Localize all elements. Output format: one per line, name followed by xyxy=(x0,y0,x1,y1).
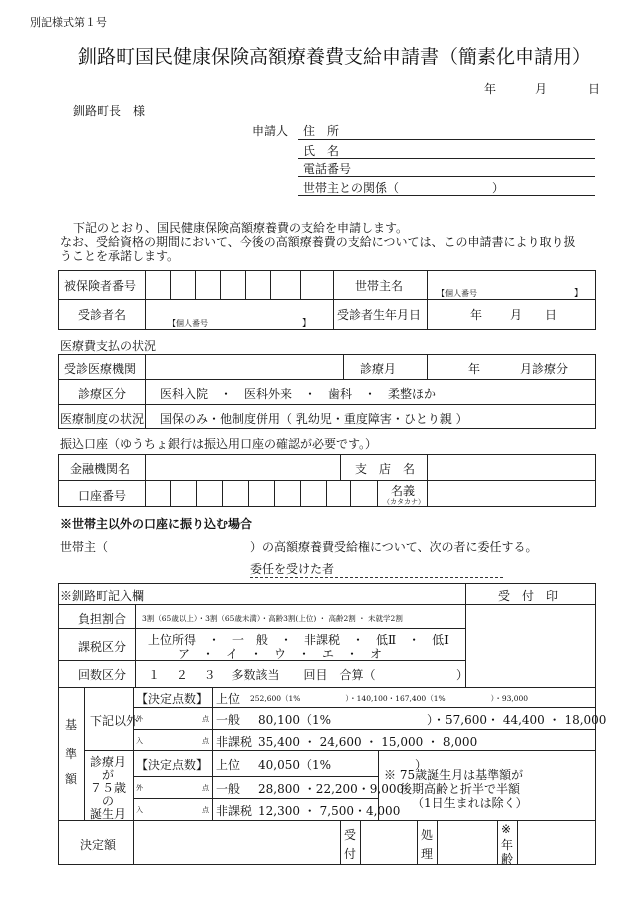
upper-label: 上位 xyxy=(216,692,241,706)
upper-label-75: 上位 xyxy=(216,758,241,772)
patient-name-label: 受診者名 xyxy=(78,308,127,322)
month-suffix: 月診療分 xyxy=(520,362,569,376)
note-line-1: ※ 75歳誕生月は基準額が xyxy=(384,768,524,782)
head-mynumber-open: 【個人番号 xyxy=(437,289,477,298)
points-mark-75: 点 xyxy=(202,784,209,792)
applicant-relation-label: 世帯主との関係（ xyxy=(303,181,400,195)
inpatient-mark-75: 入 xyxy=(136,806,143,814)
points-mark-2: 点 xyxy=(202,737,209,745)
tax-options-line2: ア ・ イ ・ ウ ・ エ ・ オ xyxy=(178,647,383,661)
statement-line-2: なお、受給資格の期間において、今後の高額療養費の支給については、この申請書により取り扱 xyxy=(60,235,576,249)
bank-section-title: 振込口座（ゆうちょ銀行は振込用口座の確認が必要です。） xyxy=(60,437,378,451)
count-label: 回数区分 xyxy=(78,668,127,682)
general-value-75: 28,800 ・22,200・9,000 xyxy=(258,782,405,796)
process-col-1: 処 xyxy=(421,828,434,842)
outpatient-mark: 外 xyxy=(136,715,143,723)
delegation-head-prefix: 世帯主（ xyxy=(60,540,109,554)
birth-month-label-5: 誕生月 xyxy=(90,807,127,821)
note-line-2: 後期高齢と折半で半額 xyxy=(400,782,521,796)
patient-mynumber-close: 】 xyxy=(302,319,312,329)
standard-label-3: 額 xyxy=(65,772,78,786)
form-number: 別記様式第１号 xyxy=(30,16,107,29)
date-year: 年 xyxy=(484,82,497,96)
statement-line-3: うことを承諾します。 xyxy=(60,249,180,263)
burden-options: 3割（65歳以上）・3割（65歳未満）・高齢3割(上位) ・ 高齢2割 ・ 未就学2割 xyxy=(142,614,403,623)
receipt-stamp-label: 受 付 印 xyxy=(498,589,559,603)
burden-label: 負担割合 xyxy=(78,612,127,626)
category-label: 診療区分 xyxy=(78,387,127,401)
count-close: ） xyxy=(456,668,469,682)
patient-mynumber-open: 【個人番号 xyxy=(168,319,208,328)
other-label: 下記以外 xyxy=(90,714,139,728)
age-col-3: 齢 xyxy=(501,852,514,866)
system-label: 医療制度の状況 xyxy=(60,412,145,426)
receipt-col-1: 受 xyxy=(344,828,357,842)
birth-month: 月 xyxy=(510,308,523,322)
bank-name-label: 金融機関名 xyxy=(70,462,131,476)
count-options: １ ２ ３ 多数該当 回目 合算（ xyxy=(148,668,376,682)
age-col-1: ※ xyxy=(501,822,512,836)
upper-value: 252,600（1% ）・140,100・167,400（1% ）・93,000 xyxy=(250,694,529,703)
upper-value-75: 40,050（1% ） xyxy=(258,758,428,772)
month-year: 年 xyxy=(468,362,481,376)
outpatient-mark-75: 外 xyxy=(136,784,143,792)
nontax-value: 35,400 ・ 24,600 ・ 15,000 ・ 8,000 xyxy=(258,735,478,749)
statement-line-1: 下記のとおり、国民健康保険高額療養費の支給を申請します。 xyxy=(73,221,409,235)
general-label: 一般 xyxy=(216,713,241,727)
birth-month-label-2: が xyxy=(102,768,115,782)
applicant-name-label: 氏 名 xyxy=(303,144,340,158)
receipt-col-2: 付 xyxy=(344,847,357,861)
applicant-label: 申請人 xyxy=(252,124,289,138)
page-title: 釧路町国民健康保険高額療養費支給申請書（簡素化申請用） xyxy=(78,46,592,68)
tax-label: 課税区分 xyxy=(78,640,127,654)
applicant-address-label: 住 所 xyxy=(303,124,340,138)
birth-month-label-1: 診療月 xyxy=(90,755,127,769)
medical-section-title: 医療費支払の状況 xyxy=(60,339,157,353)
date-month: 月 xyxy=(535,82,548,96)
tax-options-line1: 上位所得 ・ 一 般 ・ 非課税 ・ 低Ⅱ ・ 低Ⅰ xyxy=(148,633,449,647)
note-line-3: （1日生まれは除く） xyxy=(412,796,528,810)
applicant-phone-label: 電話番号 xyxy=(303,162,352,176)
decided-amount-label: 決定額 xyxy=(80,838,117,852)
points-mark-75-2: 点 xyxy=(202,806,209,814)
system-options: 国保のみ・他制度併用（ 乳幼児・重度障害・ひとり親 ） xyxy=(160,412,468,426)
category-options: 医科入院 ・ 医科外来 ・ 歯科 ・ 柔整ほか xyxy=(160,387,437,401)
decided-points-label-75: 【決定点数】 xyxy=(136,758,209,772)
general-label-75: 一般 xyxy=(216,782,241,796)
head-name-label: 世帯主名 xyxy=(355,279,404,293)
inpatient-mark: 入 xyxy=(136,737,143,745)
standard-label-1: 基 xyxy=(65,718,78,732)
delegation-text: ）の高額療養費受給権について、次の者に委任する。 xyxy=(250,540,538,554)
birth-day: 日 xyxy=(545,308,558,322)
general-value: 80,100（1% ）・57,600・ 44,400 ・ 18,000 xyxy=(258,713,607,727)
delegation-heading: ※世帯主以外の口座に振り込む場合 xyxy=(60,517,253,531)
institution-label: 受診医療機関 xyxy=(64,362,137,376)
branch-label: 支 店 名 xyxy=(355,462,416,476)
birth-month-label-4: の xyxy=(102,794,115,808)
month-label: 診療月 xyxy=(360,362,397,376)
nontax-label: 非課税 xyxy=(216,735,253,749)
nontax-value-75: 12,300 ・ 7,500・4,000 xyxy=(258,804,401,818)
account-number-label: 口座番号 xyxy=(78,489,127,503)
birth-year: 年 xyxy=(470,308,483,322)
standard-label-2: 準 xyxy=(65,747,78,761)
office-heading: ※釧路町記入欄 xyxy=(60,589,145,603)
process-col-2: 理 xyxy=(421,847,434,861)
holder-label: 名義 xyxy=(391,484,416,498)
age-col-2: 年 xyxy=(501,838,514,852)
nontax-label-75: 非課税 xyxy=(216,804,253,818)
applicant-relation-close: ） xyxy=(492,181,505,195)
head-mynumber-close: 】 xyxy=(574,289,584,299)
date-day: 日 xyxy=(588,82,601,96)
patient-birth-label: 受診者生年月日 xyxy=(337,308,422,322)
decided-points-label: 【決定点数】 xyxy=(136,692,209,706)
holder-sub-label: （カタカナ） xyxy=(383,498,425,506)
addressee: 釧路町長 様 xyxy=(73,104,146,118)
delegate-label: 委任を受けた者 xyxy=(250,562,335,576)
points-mark: 点 xyxy=(202,715,209,723)
insured-number-label: 被保険者番号 xyxy=(64,279,137,293)
birth-month-label-3: ７５歳 xyxy=(90,781,127,795)
